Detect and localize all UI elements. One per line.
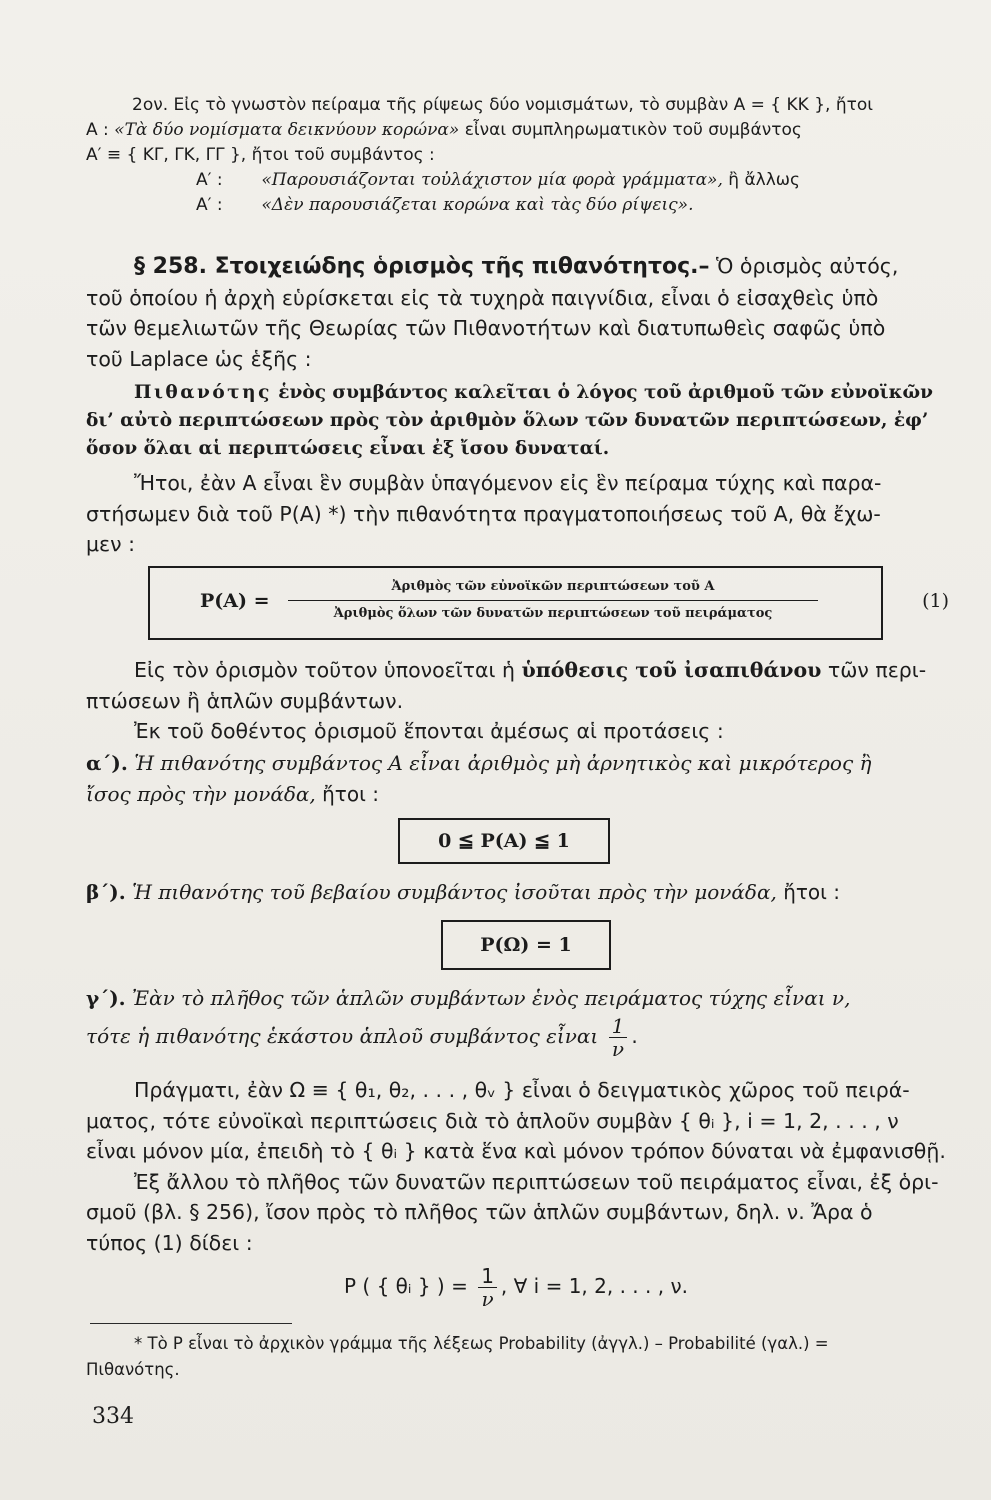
equation-number-1: (1)	[922, 590, 949, 612]
proof-line-1: Πράγματι, ἐὰν Ω ≡ { θ₁, θ₂, . . . , θᵥ } εἶναι ὁ δειγματικὸς χῶρος τοῦ πειρά-	[134, 1078, 910, 1102]
section-258	[86, 251, 952, 374]
footnote-line-1: * Τὸ Ρ εἶναι τὸ ἀρχικὸν γράμμα τῆς λέξεως Probability (ἀγγλ.) – Probabilité (γαλ.) =	[134, 1334, 829, 1353]
formula-fraction-bar	[288, 600, 818, 601]
proof-line-2: ματος, τότε εὐνοϊκαὶ περιπτώσεις διὰ τὸ ἁπλοῦν συμβὰν { θᵢ }, i = 1, 2, . . . , ν	[86, 1108, 899, 1133]
example-2-quote: «Τὰ δύο νομίσματα δεικνύουν κορώνα»	[114, 120, 460, 140]
paragraph-line-1: Ἤτοι, ἐὰν Α εἶναι ἓν συμβὰν ὑπαγόμενον εἰς ἓν πείραμα τύχης καὶ παρα-	[134, 471, 882, 495]
proof-line-4: Ἐξ ἄλλου τὸ πλῆθος τῶν δυνατῶν περιπτώσεων τοῦ πειράματος εἶναι, ἐξ ὁρι-	[134, 1169, 939, 1194]
footnote	[86, 1331, 952, 1383]
section-intro-line-4: τοῦ Laplace ὡς ἑξῆς :	[86, 346, 312, 371]
proposition-a-label: α΄).	[86, 751, 128, 775]
proposition-c-line-1: γ΄). Ἐὰν τὸ πλῆθος τῶν ἁπλῶν συμβάντων ἑνὸς πειράματος τύχης εἶναι ν,	[86, 986, 851, 1010]
example-2-line-5: Α′ : «Δὲν παρουσιάζεται κορώνα καὶ τὰς δύο ρίψεις».	[196, 195, 694, 215]
paragraph-line-2: στήσωμεν διὰ τοῦ Ρ(Α) *) τὴν πιθανότητα πραγματοποιήσεως τοῦ Α, θὰ ἔχω-	[86, 501, 881, 526]
proposition-a	[86, 748, 952, 810]
formula-fraction	[288, 576, 818, 625]
definition-block	[86, 379, 952, 463]
proposition-b	[86, 877, 952, 908]
section-intro-line-3: τῶν θεμελιωτῶν τῆς Θεωρίας τῶν Πιθανοτήτων καὶ διατυπωθεὶς σαφῶς ὑπὸ	[86, 316, 886, 340]
example-2-line-1: 2ον. Εἰς τὸ γνωστὸν πείραμα τῆς ρίψεως δύο νομισμάτων, τὸ συμβὰν Α = { ΚΚ }, ἤτοι	[132, 95, 873, 115]
footnote-rule	[90, 1323, 292, 1324]
formula-numerator: Ἀριθμὸς τῶν εὐνοϊκῶν περιπτώσεων τοῦ Α	[391, 579, 715, 594]
proposition-b-label: β΄).	[86, 880, 126, 904]
proof-paragraph	[86, 1075, 952, 1258]
probability-formula-box	[148, 566, 949, 640]
simple-event-formula: Ρ ( { θᵢ } ) = $\frac{1}{\nu}$ , ∀ i = 1, 2, . . . , ν.	[344, 1264, 688, 1311]
proposition-a-line-2: ἴσος πρὸς τὴν μονάδα, ἤτοι :	[86, 782, 379, 806]
proof-line-6: τύπος (1) δίδει :	[86, 1230, 253, 1255]
definition-line-3: ὅσον ὅλαι αἱ περιπτώσεις εἶναι ἐξ ἴσου δυναταί.	[86, 438, 610, 459]
after-formula-block	[86, 655, 952, 747]
after-formula-line-3: Ἐκ τοῦ δοθέντος ὁρισμοῦ ἕπονται ἀμέσως αἱ προτάσεις :	[134, 719, 724, 743]
formula-denominator: Ἀριθμὸς ὅλων τῶν δυνατῶν περιπτώσεων τοῦ πειράματος	[333, 606, 773, 621]
definition-line-2: δι’ αὐτὸ περιπτώσεων πρὸς τὸν ἀριθμὸν ὅλων τῶν δυνατῶν περιπτώσεων, ἐφ’	[86, 410, 929, 431]
one-over-nu-fraction: $\frac{1}{\nu}$	[609, 1015, 628, 1060]
after-formula-line-2: πτώσεων ἢ ἁπλῶν συμβάντων.	[86, 688, 404, 713]
example-2-block	[86, 93, 952, 218]
after-formula-line-1: Εἰς τὸν ὁρισμὸν τοῦτον ὑπονοεῖται ἡ ὑπόθεσις τοῦ ἰσαπιθάνου τῶν περι-	[134, 658, 927, 682]
definition-term: Πιθανότης	[134, 382, 272, 403]
proof-line-3: εἶναι μόνον μία, ἐπειδὴ τὸ { θᵢ } κατὰ ἕνα καὶ μόνον τρόπον δύναται νὰ ἐμφανισθῇ.	[86, 1139, 946, 1163]
proposition-c	[86, 982, 952, 1060]
proof-line-5: σμοῦ (βλ. § 256), ἴσον πρὸς τὸ πλῆθος τῶν ἁπλῶν συμβάντων, δηλ. ν. Ἄρα ὁ	[86, 1200, 873, 1224]
example-2-line-3: Α′ ≡ { ΚΓ, ΓΚ, ΓΓ }, ἤτοι τοῦ συμβάντος :	[86, 145, 435, 165]
simple-event-fraction: $\frac{1}{\nu}$	[478, 1265, 497, 1310]
section-heading: § 258. Στοιχειώδης ὁρισμὸς τῆς πιθανότητος.–	[134, 254, 710, 279]
page-number: 334	[92, 1404, 134, 1429]
formula-lhs: Ρ(Α) =	[200, 590, 270, 612]
section-heading-line: § 258. Στοιχειώδης ὁρισμὸς τῆς πιθανότητος.– Ὁ ὁρισμὸς αὐτός,	[134, 254, 899, 279]
paragraph-before-formula	[86, 468, 952, 560]
paragraph-line-3: μεν :	[86, 532, 135, 556]
certain-event-box: Ρ(Ω) = 1	[441, 920, 611, 970]
proposition-c-label: γ΄).	[86, 986, 126, 1010]
proposition-a-line-1: α΄). Ἡ πιθανότης συμβάντος Α εἶναι ἀριθμὸς μὴ ἀρνητικὸς καὶ μικρότερος ἢ	[86, 751, 872, 775]
inequality-box: 0 ≦ Ρ(Α) ≦ 1	[398, 818, 610, 864]
example-2-line-2: Α : «Τὰ δύο νομίσματα δεικνύουν κορώνα» εἶναι συμπληρωματικὸν τοῦ συμβάντος	[86, 120, 802, 140]
proposition-c-line-2: τότε ἡ πιθανότης ἑκάστου ἁπλοῦ συμβάντος εἶναι $\frac{1}{\nu}$ .	[86, 1014, 638, 1061]
definition-line-1: Πιθανότης ἑνὸς συμβάντος καλεῖται ὁ λόγος τοῦ ἀριθμοῦ τῶν εὐνοϊκῶν	[134, 382, 933, 403]
equiprobable-hypothesis: ὑπόθεσις τοῦ ἰσαπιθάνου	[521, 658, 822, 682]
proposition-b-line-1: β΄). Ἡ πιθανότης τοῦ βεβαίου συμβάντος ἰσοῦται πρὸς τὴν μονάδα, ἤτοι :	[86, 880, 841, 904]
section-intro-line-2: τοῦ ὁποίου ἡ ἀρχὴ εὑρίσκεται εἰς τὰ τυχηρὰ παιγνίδια, εἶναι ὁ εἰσαχθεὶς ὑπὸ	[86, 285, 879, 310]
footnote-line-2: Πιθανότης.	[86, 1360, 180, 1379]
example-2-line-4: Α′ : «Παρουσιάζονται τοὐλάχιστον μία φορὰ γράμματα», ἢ ἄλλως	[196, 170, 800, 190]
